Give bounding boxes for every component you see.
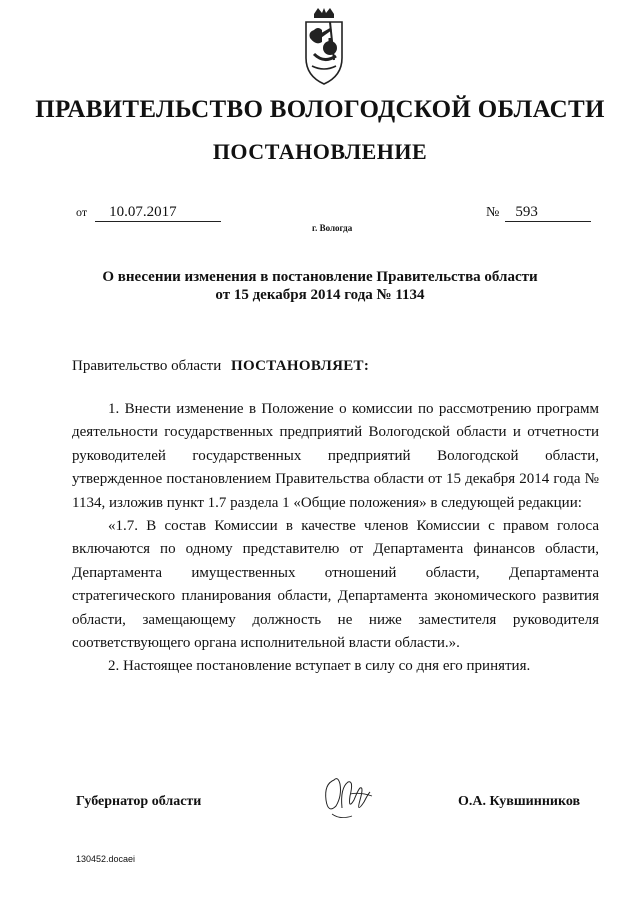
document-title bbox=[70, 268, 570, 304]
handwritten-signature bbox=[320, 770, 380, 822]
coat-of-arms-icon bbox=[300, 8, 348, 88]
document-date bbox=[76, 204, 221, 222]
decree-line bbox=[72, 358, 369, 375]
number-value: 593 bbox=[505, 204, 591, 222]
decree-keyword: ПОСТАНОВЛЯЕТ: bbox=[230, 358, 370, 374]
paragraph-2: «1.7. В состав Комиссии в качестве членов Комиссии с правом голоса включаются по одному представителю от Департамента финансов области, Департамента имущественных отношений области, Департамента стратегического планирования области, Департамента экономического развития области, замещающему должность не ниже заместителя руководителя соответствующего органа исполнительной власти области.». bbox=[72, 518, 599, 652]
date-value: 10.07.2017 bbox=[95, 204, 221, 222]
document-number bbox=[486, 204, 591, 222]
paragraph-3: 2. Настоящее постановление вступает в силу со дня его принятия. bbox=[108, 658, 531, 675]
document-type: ПОСТАНОВЛЕНИЕ bbox=[212, 139, 428, 164]
city: г. Вологда bbox=[312, 223, 353, 233]
title-line-2: от 15 декабря 2014 года № 1134 bbox=[215, 287, 425, 303]
decree-lead: Правительство области bbox=[72, 358, 222, 374]
organization-name: ПРАВИТЕЛЬСТВО ВОЛОГОДСКОЙ ОБЛАСТИ bbox=[35, 96, 605, 123]
date-label: от bbox=[76, 205, 88, 219]
number-label: № bbox=[486, 205, 500, 220]
paragraph-1: 1. Внести изменение в Положение о комиссии по рассмотрению программ деятельности государственных предприятий Вологодской области и отчетности руководителей государственных предприятий Вологодской области, утвержденное постановлением Правительства области от 15 декабря 2014 года № 1134, изложив пункт 1.7 раздела 1 «Общие положения» в следующей редакции: bbox=[72, 401, 599, 511]
title-line-1: О внесении изменения в постановление Правительства области bbox=[102, 269, 538, 285]
document-body bbox=[72, 398, 599, 679]
signer-name: О.А. Кувшинников bbox=[458, 794, 581, 809]
signer-position: Губернатор области bbox=[76, 794, 202, 809]
file-reference: 130452.docaei bbox=[76, 854, 136, 864]
